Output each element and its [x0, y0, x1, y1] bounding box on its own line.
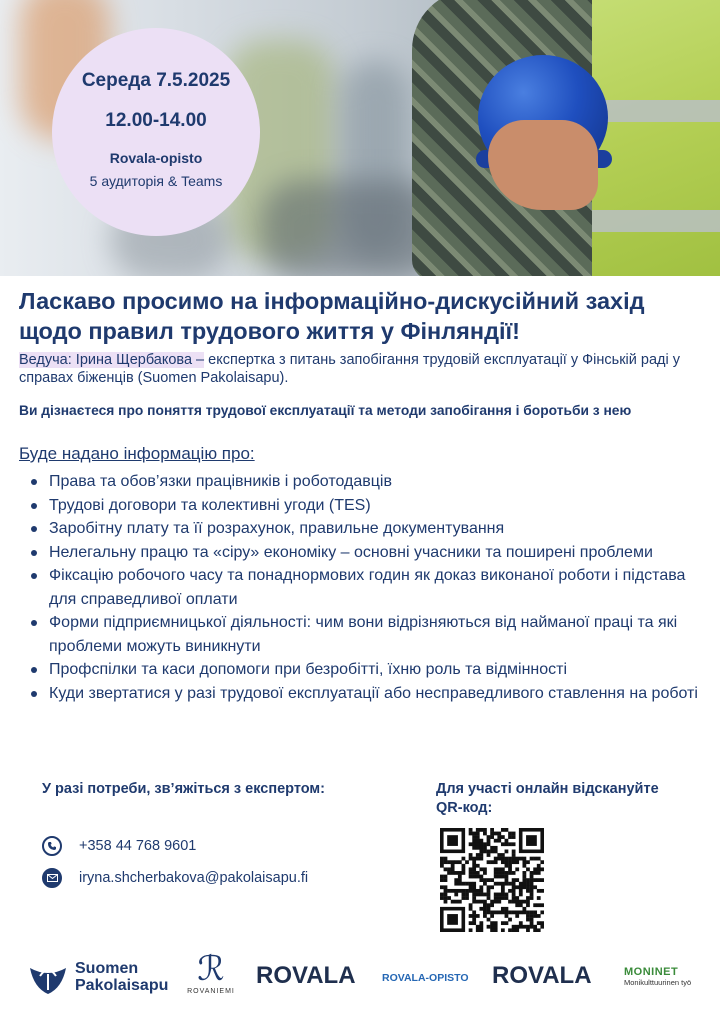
learn-statement: Ви дізнаєтеся про поняття трудової експлуатації та методи запобігання і боротьби з нею [19, 403, 632, 418]
host-info [19, 351, 709, 387]
qr-finder [526, 835, 537, 846]
logo-text: Suomen [75, 960, 139, 977]
list-item: Форми підприємницької діяльності: чим вони відрізняються від найманої праці та які проблеми можуть виникнути [19, 611, 699, 658]
logo-text: MONINET [624, 966, 679, 978]
logo-text: Monikulttuurinen työ [624, 978, 692, 987]
event-time: 12.00-14.00 [105, 110, 207, 131]
list-item: Нелегальну працю та «сіру» економіку – основні учасники та поширені проблеми [19, 541, 699, 565]
host-description: експертка з питань запобігання трудовій експлуатації у Фінській раді у справах біженців (Suomen Pakolaisapu). [19, 352, 680, 386]
list-item: Профспілки та каси допомоги при безробітті, їхню роль та відмінності [19, 658, 699, 682]
contact-heading: У разі потреби, зв’яжіться з експертом: [42, 781, 325, 797]
page-title: Ласкаво просимо на інформаційно-дискусійний захід щодо правил трудового життя у Фінляндії! [19, 288, 645, 344]
info-heading: Буде надано інформацію про: [19, 444, 255, 463]
phone-number[interactable]: +358 44 768 9601 [79, 838, 197, 854]
rovaniemi-mark-icon: ℛ [197, 949, 225, 989]
rovala-opisto-logo: ROVALA-OPISTO [382, 972, 469, 984]
logo-text: ROVANIEMI [187, 988, 235, 995]
partner-logos [0, 948, 720, 1010]
list-item: Куди звертатися у разі трудової експлуатації або несправедливого ставлення на роботі [19, 682, 699, 706]
qr-finder [447, 835, 458, 846]
topics-list [19, 470, 699, 705]
pakolaisapu-mark-icon [28, 960, 68, 998]
qr-code[interactable] [440, 828, 544, 932]
event-date: Середа 7.5.2025 [81, 70, 231, 91]
host-name: Ведуча: Ірина Щербакова – [19, 352, 205, 368]
rovala-logo: ROVALA [492, 962, 592, 989]
logo-text: Pakolaisapu [75, 977, 169, 994]
list-item: Заробітну плату та її розрахунок, правильне документування [19, 517, 699, 541]
phone-icon [42, 836, 62, 856]
rovala-logo: ROVALA [256, 962, 356, 989]
email-icon [42, 868, 62, 888]
email-row [42, 866, 308, 890]
email-address[interactable]: iryna.shcherbakova@pakolaisapu.fi [79, 870, 309, 886]
list-item: Права та обов’язки працівників і роботодавців [19, 470, 699, 494]
event-room: 5 аудиторія & Teams [89, 173, 223, 189]
qr-finder [447, 914, 458, 925]
hero-photo [0, 0, 720, 276]
moninet-logo [624, 966, 714, 987]
list-item: Трудові договори та колективні угоди (TES) [19, 494, 699, 518]
qr-heading: Для участі онлайн відскануйте QR-код: [436, 781, 659, 816]
event-date-circle [52, 28, 260, 236]
suomen-pakolaisapu-logo [28, 960, 178, 1000]
list-item: Фіксацію робочого часу та понаднормових годин як доказ виконаної роботи і підстава для справедливої оплати [19, 564, 699, 611]
event-place: Rovala-opisto [109, 150, 203, 166]
rovaniemi-logo [184, 950, 238, 1006]
phone-row [42, 834, 196, 858]
